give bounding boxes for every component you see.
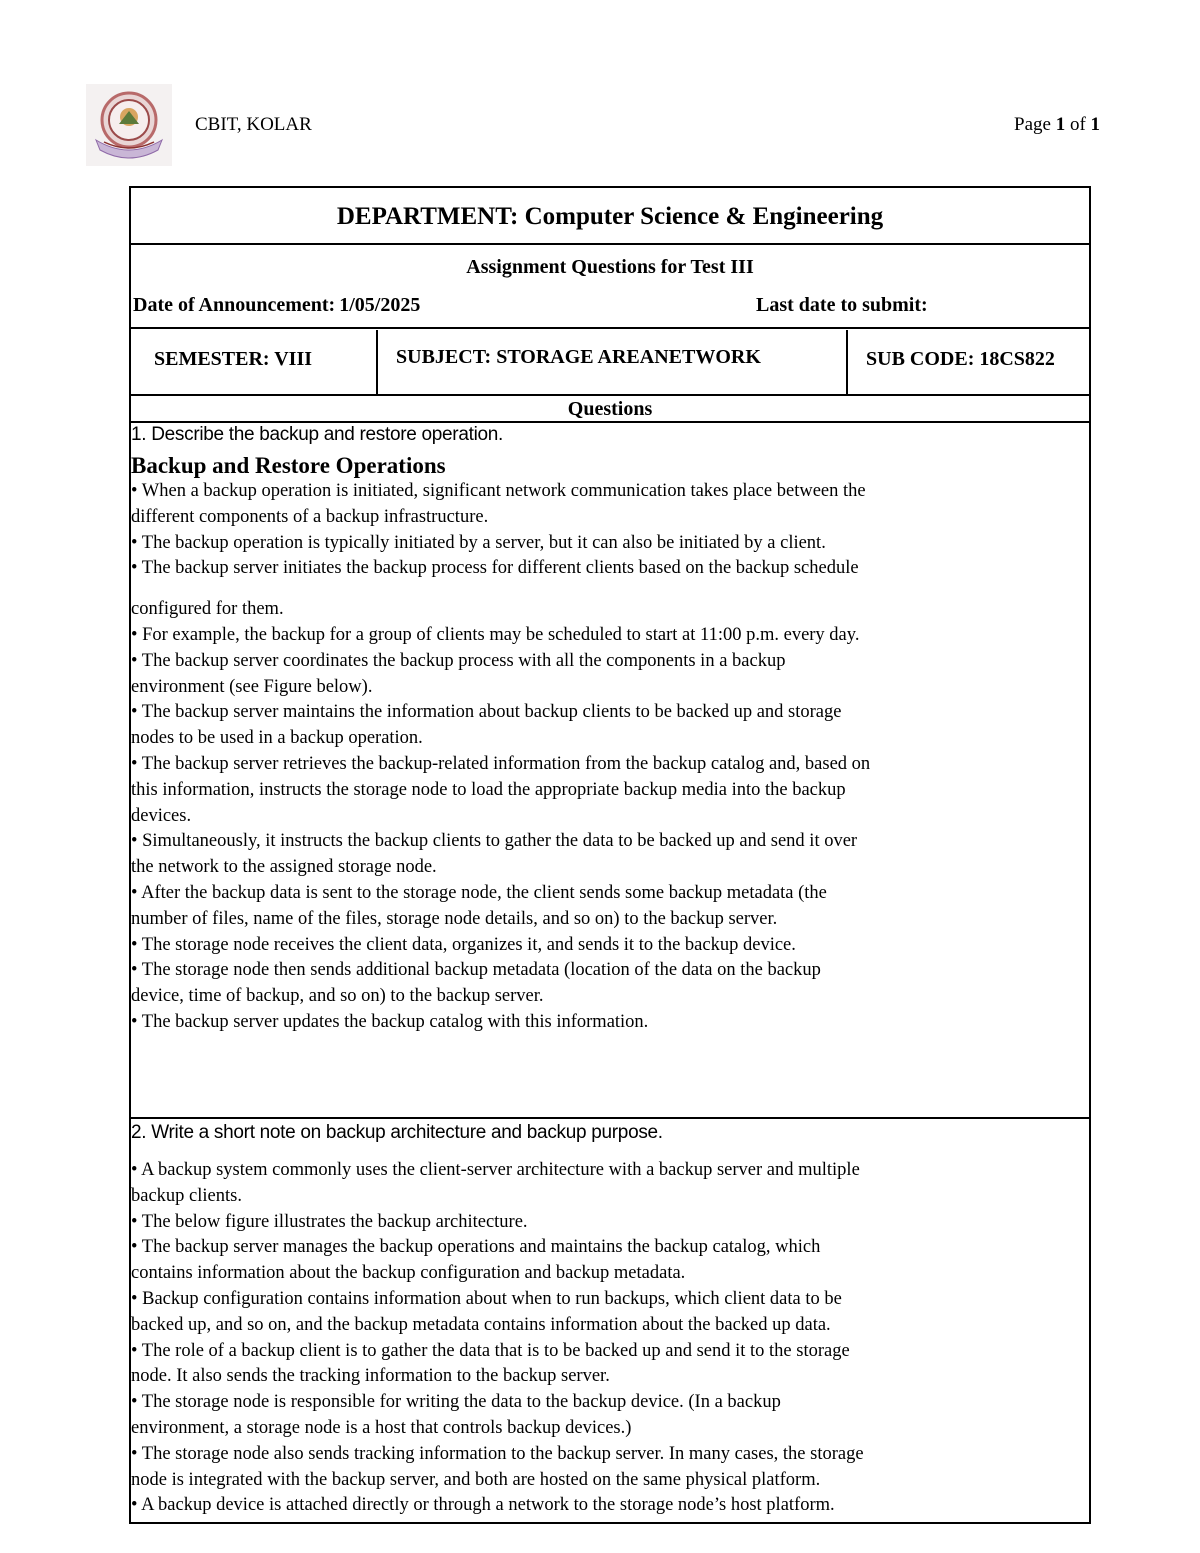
answer-line: nodes to be used in a backup operation. [131,728,423,749]
announcement-label: Date of Announcement: [133,294,336,316]
answer-line: • A backup system commonly uses the client-server architecture with a backup server and multiple [131,1160,860,1180]
answer-line: • Backup configuration contains information about when to run backups, which client data to be [131,1288,842,1309]
sub-code-cell [846,330,1091,394]
answer-line: • A backup device is attached directly or through a network to the storage node’s host platform. [131,1495,835,1516]
answer-line: backed up, and so on, and the backup metadata contains information about the backed up data. [131,1314,831,1335]
answer-line: different components of a backup infrastructure. [131,506,489,527]
answer-line: • The backup operation is typically initiated by a server, but it can also be initiated by a client. [131,532,826,553]
subject-row [131,330,1089,396]
answer-line: configured for them. [131,599,284,620]
divider [131,421,1089,423]
announcement-date: 1/05/2025 [339,294,421,316]
semester-cell [131,330,378,394]
question-2-text: 2. Write a short note on backup architecture and backup purpose. [131,1122,663,1143]
answer-line: • The backup server updates the backup catalog with this information. [131,1011,649,1032]
answer-line: • The storage node is responsible for writing the data to the backup device. (In a backup [131,1392,781,1413]
question-2 [131,1122,1089,1519]
subject-cell [376,330,848,394]
question-1 [131,424,1089,1036]
answer-line: contains information about the backup configuration and backup metadata. [131,1263,686,1284]
semester: SEMESTER: VIII [154,348,313,370]
college-logo-icon [86,84,172,166]
page-header [0,0,1200,170]
answer-line: number of files, name of the files, storage node details, and so on) to the backup server. [131,908,778,929]
answer-line: • The backup server retrieves the backup-related information from the backup catalog and, based on [131,753,871,774]
last-date-label: Last date to submit: [756,294,928,316]
answer-line: • After the backup data is sent to the storage node, the client sends some backup metadata (the [131,882,827,903]
answer-line: node. It also sends the tracking information to the backup server. [131,1366,610,1387]
page-number [1014,114,1100,136]
question-1-heading: Backup and Restore Operations [131,453,446,478]
page-total: 1 [1090,114,1101,135]
answer-line: environment (see Figure below). [131,676,373,697]
page-current: 1 [1055,114,1066,135]
question-2-answer [131,1158,1089,1519]
college-name: CBIT, KOLAR [195,114,312,135]
answer-line: • The below figure illustrates the backup architecture. [131,1211,528,1232]
answer-line: • The backup server manages the backup operations and maintains the backup catalog, which [131,1237,821,1258]
answer-line: backup clients. [131,1185,242,1206]
answer-line: • For example, the backup for a group of clients may be scheduled to start at 11:00 p.m. every day. [131,624,860,645]
assignment-title: Assignment Questions for Test III [466,256,754,278]
assignment-info [131,244,1089,328]
subject: SUBJECT: STORAGE AREANETWORK [396,346,761,368]
answer-line: node is integrated with the backup server, and both are hosted on the same physical platform. [131,1469,821,1490]
page-of: of [1065,114,1091,135]
answer-line: • Simultaneously, it instructs the backup clients to gather the data to be backed up and send it over [131,831,858,852]
questions-header: Questions [567,398,653,420]
answer-line: devices. [131,805,192,826]
answer-line: • The storage node also sends tracking information to the backup server. In many cases, the storage [131,1443,864,1464]
answer-line: environment, a storage node is a host that controls backup devices.) [131,1417,632,1438]
divider [131,327,1089,329]
assignment-table [129,186,1091,1524]
answer-line: • The backup server coordinates the backup process with all the components in a backup [131,650,786,671]
answer-line: • The backup server initiates the backup process for different clients based on the backup schedule [131,558,859,579]
answer-line: the network to the assigned storage node. [131,857,437,878]
answer-line: • The role of a backup client is to gather the data that is to be backed up and send it to the storage [131,1340,850,1361]
answer-line: device, time of backup, and so on) to the backup server. [131,986,544,1007]
question-1-text: 1. Describe the backup and restore operation. [131,424,504,445]
answer-line: • The storage node receives the client data, organizes it, and sends it to the backup device. [131,934,796,955]
sub-code: SUB CODE: 18CS822 [866,348,1055,370]
answer-line: • When a backup operation is initiated, significant network communication takes place between the [131,481,866,501]
page-prefix: Page [1014,114,1056,135]
answer-line: • The storage node then sends additional backup metadata (location of the data on the backup [131,960,821,981]
question-1-answer [131,479,1089,1036]
answer-line: • The backup server maintains the information about backup clients to be backed up and storage [131,702,842,723]
announcement [133,294,420,317]
department-title: DEPARTMENT: Computer Science & Engineering [336,203,884,230]
answer-line: this information, instructs the storage node to load the appropriate backup media into the backup [131,779,846,800]
divider [131,1117,1089,1119]
